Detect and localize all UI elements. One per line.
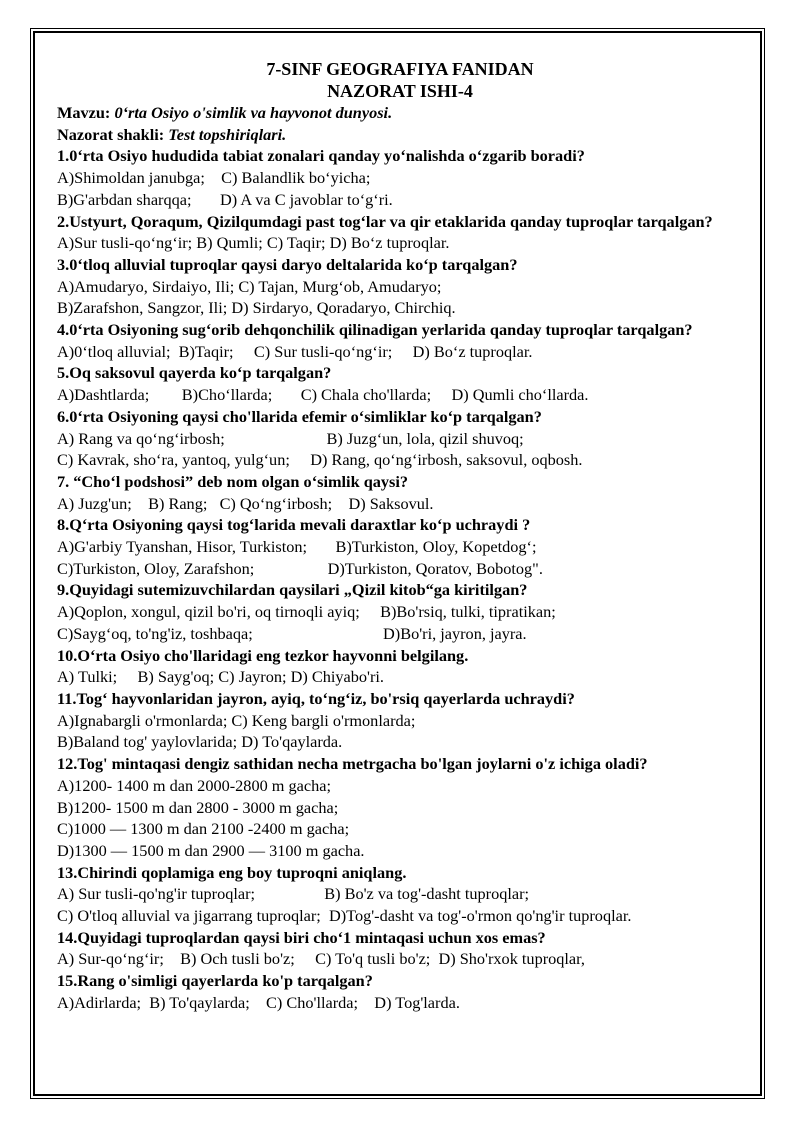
answer-options-line: A)0‘tloq alluvial; B)Taqir; C) Sur tusli-qo‘ng‘ir; D) Bo‘z tuproqlar.	[57, 341, 533, 361]
answer-options-line: A) Tulki; B) Sayg'oq; C) Jayron; D) Chiyabo'ri.	[57, 667, 384, 687]
question-block	[57, 862, 743, 927]
answer-options-line: A)1200- 1400 m dan 2000-2800 m gacha;	[57, 775, 332, 795]
answer-options-line: A) Rang va qo‘ng‘irbosh; B) Juzg‘un, lola, qizil shuvoq;	[57, 428, 524, 448]
answer-options-line: A) Sur-qo‘ng‘ir; B) Och tusli bo'z; C) To'q tusli bo'z; D) Sho'rxok tuproqlar,	[57, 949, 586, 969]
question-block	[57, 319, 743, 362]
question-text: 3.0‘tloq alluvial tuproqlar qaysi daryo deltalarida ko‘p tarqalgan?	[57, 254, 518, 274]
answer-options-line: A) Juzg'un; B) Rang; C) Qo‘ng‘irbosh; D) Saksovul.	[57, 493, 434, 513]
question-text: 14.Quyidagi tuproqlardan qaysi biri cho‘1 mintaqasi uchun xos emas?	[57, 927, 546, 947]
question-text: 10.O‘rta Osiyo cho'llaridagi eng tezkor hayvonni belgilang.	[57, 645, 469, 665]
question-text: 2.Ustyurt, Qoraqum, Qizilqumdagi past tog‘lar va qir etaklarida qanday tuproqlar tarqalgan?	[57, 211, 713, 231]
question-text: 4.0‘rta Osiyoning sug‘orib dehqonchilik qilinadigan yerlarida qanday tuproqlar tarqalgan?	[57, 320, 693, 340]
answer-options-line: C)1000 — 1300 m dan 2100 -2400 m gacha;	[57, 819, 350, 839]
answer-options-line: C) O'tloq alluvial va jigarrang tuproqlar; D)Tog'-dasht va tog'-o'rmon qo'ng'ir tuproqlar.	[57, 906, 632, 926]
answer-options-line: A)Amudaryo, Sirdaiyo, Ili; C) Tajan, Murg‘ob, Amudaryo;	[57, 276, 442, 296]
form-line	[57, 124, 743, 146]
topic-line	[57, 102, 743, 124]
question-block	[57, 645, 743, 688]
question-list	[57, 145, 743, 1013]
answer-options-line: B)Zarafshon, Sangzor, Ili; D) Sirdaryo, Qoradaryo, Chirchiq.	[57, 298, 456, 318]
question-text: 7. “Cho‘l podshosi” deb nom olgan o‘simlik qaysi?	[57, 471, 409, 491]
answer-options-line: B)G'arbdan sharqqa; D) A va C javoblar to‘g‘ri.	[57, 189, 393, 209]
answer-options-line: A)Ignabargli o'rmonlarda; C) Keng bargli o'rmonlarda;	[57, 710, 416, 730]
answer-options-line: A)Qoplon, xongul, qizil bo'ri, oq tirnoqli ayiq; B)Bo'rsiq, tulki, tipratikan;	[57, 602, 556, 622]
question-block	[57, 514, 743, 579]
form-value: Test topshiriqlari.	[168, 124, 287, 144]
answer-options-line: B)Baland tog' yaylovlarida; D) To'qaylarda.	[57, 732, 343, 752]
question-block	[57, 362, 743, 405]
question-text: 11.Tog‘ hayvonlaridan jayron, ayiq, to‘ng‘iz, bo'rsiq qayerlarda uchraydi?	[57, 688, 575, 708]
answer-options-line: C)Turkiston, Oloy, Zarafshon; D)Turkiston, Qoratov, Bobotog".	[57, 558, 543, 578]
question-block	[57, 406, 743, 471]
question-text: 8.Q‘rta Osiyoning qaysi tog‘larida mevali daraxtlar ko‘p uchraydi ?	[57, 515, 531, 535]
question-block	[57, 145, 743, 210]
question-text: 1.0‘rta Osiyo hududida tabiat zonalari qanday yo‘nalishda o‘zgarib boradi?	[57, 146, 585, 166]
question-text: 12.Tog' mintaqasi dengiz sathidan necha metrgacha bo'lgan joylarni o'z ichiga oladi?	[57, 754, 648, 774]
form-label: Nazorat shakli:	[57, 124, 165, 144]
answer-options-line: A)G'arbiy Tyanshan, Hisor, Turkiston; B)Turkiston, Oloy, Kopetdog‘;	[57, 537, 537, 557]
question-text: 9.Quyidagi sutemizuvchilardan qaysilari „Qizil kitob“ga kiritilgan?	[57, 580, 528, 600]
question-block	[57, 970, 743, 1013]
test-document	[57, 58, 743, 1014]
answer-options-line: A)Sur tusli-qo‘ng‘ir; B) Qumli; C) Taqir; D) Bo‘z tuproqlar.	[57, 233, 450, 253]
topic-value: 0‘rta Osiyo o'simlik va hayvonot dunyosi.	[114, 103, 393, 122]
document-title: 7-SINF GEOGRAFIYA FANIDAN	[266, 59, 534, 79]
question-text: 5.Oq saksovul qayerda ko‘p tarqalgan?	[57, 363, 332, 383]
question-block	[57, 927, 743, 970]
question-text: 6.0‘rta Osiyoning qaysi cho'llarida efemir o‘simliklar ko‘p tarqalgan?	[57, 406, 542, 426]
question-text: 13.Chirindi qoplamiga eng boy tuproqni aniqlang.	[57, 862, 407, 882]
question-text: 15.Rang o'simligi qayerlarda ko'p tarqalgan?	[57, 971, 373, 991]
question-block	[57, 688, 743, 753]
question-block	[57, 579, 743, 644]
answer-options-line: C)Sayg‘oq, to'ng'iz, toshbaqa; D)Bo'ri, jayron, jayra.	[57, 623, 527, 643]
question-block	[57, 471, 743, 514]
question-block	[57, 254, 743, 319]
answer-options-line: A)Adirlarda; B) To'qaylarda; C) Cho'llarda; D) Tog'larda.	[57, 992, 460, 1012]
topic-label: Mavzu:	[57, 103, 111, 122]
document-subtitle: NAZORAT ISHI-4	[327, 81, 473, 101]
answer-options-line: A)Shimoldan janubga; C) Balandlik bo‘yicha;	[57, 168, 371, 188]
answer-options-line: A) Sur tusli-qo'ng'ir tuproqlar; B) Bo'z va tog'-dasht tuproqlar;	[57, 884, 530, 904]
question-block	[57, 753, 743, 862]
answer-options-line: D)1300 — 1500 m dan 2900 — 3100 m gacha.	[57, 840, 365, 860]
answer-options-line: C) Kavrak, sho‘ra, yantoq, yulg‘un; D) Rang, qo‘ng‘irbosh, saksovul, oqbosh.	[57, 450, 583, 470]
answer-options-line: B)1200- 1500 m dan 2800 - 3000 m gacha;	[57, 797, 339, 817]
question-block	[57, 211, 743, 254]
answer-options-line: A)Dashtlarda; B)Cho‘llarda; C) Chala cho'llarda; D) Qumli cho‘llarda.	[57, 385, 589, 405]
